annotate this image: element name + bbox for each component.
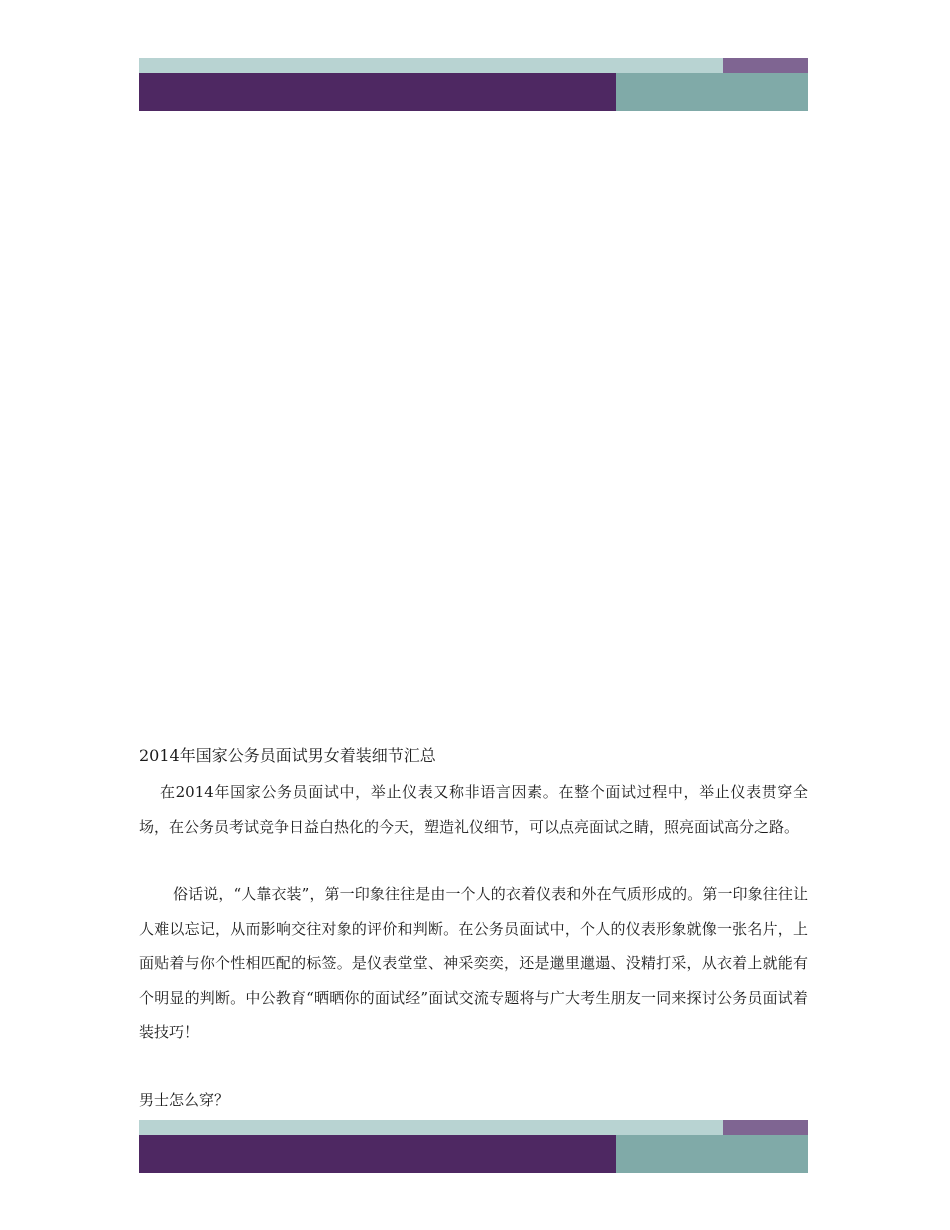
header-main-teal-bar — [616, 73, 808, 111]
footer-band-strip — [139, 1120, 808, 1135]
header-main-dark-bar — [139, 73, 616, 111]
footer-main-dark-bar — [139, 1135, 616, 1173]
header-strip-purple-bar — [723, 58, 808, 73]
section-heading: 男士怎么穿？ — [139, 1091, 230, 1109]
footer-strip-light-bar — [139, 1120, 723, 1135]
header-band-strip — [139, 58, 808, 73]
footer-main-teal-bar — [616, 1135, 808, 1173]
header-band-main — [139, 73, 808, 111]
article-title: 2014年国家公务员面试男女着装细节汇总 — [139, 746, 436, 765]
footer-strip-purple-bar — [723, 1120, 808, 1135]
footer-band-main — [139, 1135, 808, 1173]
header-strip-light-bar — [139, 58, 723, 73]
article-paragraph: 俗话说，“人靠衣装”，第一印象往往是由一个人的衣着仪表和外在气质形成的。第一印象往往让人难以忘记，从而影响交往对象的评价和判断。在公务员面试中，个人的仪表形象就像一张名片，上面贴着与你个性相匹配的标签。是仪表堂堂、神采奕奕，还是邋里邋遢、没精打采，从衣着上就能有个明显的判断。中公教育“晒晒你的面试经”面试交流专题将与广大考生朋友一同来探讨公务员面试着装技巧！ — [139, 885, 808, 1041]
article-paragraph: 在2014年国家公务员面试中，举止仪表又称非语言因素。在整个面试过程中，举止仪表贯穿全场，在公务员考试竞争日益白热化的今天，塑造礼仪细节，可以点亮面试之睛，照亮面试高分之路。 — [139, 783, 808, 836]
